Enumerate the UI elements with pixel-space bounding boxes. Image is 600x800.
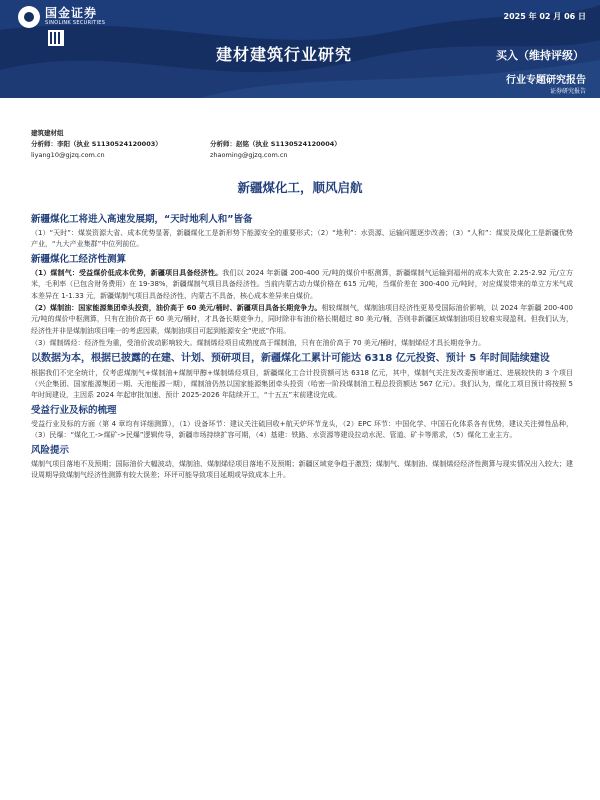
article-title: 新疆煤化工，顺风启航 (237, 180, 363, 195)
analyst-1-label: 分析师： (31, 140, 57, 148)
section-title-3: 以数据为本，根据已披露的在建、计划、预研项目，新疆煤化工累计可能达 6318 亿元投资、预计 5 年时间陆续建设 (31, 352, 550, 364)
analyst-1-email[interactable]: liyang10@gjzq.com.cn (31, 151, 105, 159)
logo-icon (18, 6, 40, 28)
section-title-2: 新疆煤化工经济性测算 (31, 253, 127, 265)
analyst-2 (210, 139, 341, 161)
section-title-5: 风险提示 (31, 444, 70, 456)
section-2-paragraph-2-text: 相较煤制气，煤制油项目经济性更易受国际油价影响，以 2024 年新疆 200-400 元/吨的煤价中枢测算，只有在油价高于 60 美元/桶时，才具备长期竞争力，同时除非布油价格长期超过 80 美元/桶，否则非新疆区域煤制油项目较难实现盈利。但我们认为，经济性并非是煤制油项目唯一的考虑因素，煤制油项目可起到能源安全“兜底”作用。 (31, 304, 573, 335)
section-title-4: 受益行业及标的梳理 (31, 404, 117, 416)
section-4-paragraph: 受益行业及标的方面（第 4 章均有详细测算），（1）设备环节：建议关注硫回收+航天炉环节龙头，（2）EPC 环节：中国化学、中国石化体系各有优势，建议关注弹性品种，（3）民爆：“煤化工->煤矿->民爆”逻辑传导，新疆市场持续扩容可期，（4）基建：铁路、水资源等建设拉动水泥、管道、矿卡等需求，（5）煤化工业主方。 (31, 419, 573, 440)
section-2-paragraph-2 (31, 303, 573, 337)
section-5-paragraph: 煤制气项目落地不及预期；国际油价大幅波动，煤制油、煤制烯烃项目落地不及预期；新疆区域竞争趋于激烈；煤制气、煤制油、煤制烯烃经济性测算与现实情况出入较大；建设周期导致煤制气经济性测算有较大误差；环评可能导致项目延期或导致成本上升。 (31, 459, 573, 480)
analyst-1-name: 李阳（执业 S1130524120003） (57, 140, 162, 148)
company-logo (18, 6, 105, 28)
section-2-paragraph-3: （3）煤制烯烃：经济性为重，受油价波动影响较大。煤制烯烃项目成熟度高于煤制油，只有在油价高于 70 美元/桶时，煤制烯烃才具长期竞争力。 (31, 339, 486, 348)
section-3-paragraph: 根据我们不完全统计，仅考虑煤制气+煤制油+煤制甲醇+煤制烯烃项目，新疆煤化工合计投资额可达 6318 亿元，其中，煤制气关注发改委预审通过、进展较快的 3 个项目（兴企集团、国家能源集团一期、天池能源一期），煤制油仍然以国家能源集团牵头投资（哈密一阶段煤制油工程总投资额达 567 亿元）。我们认为，煤化工项目预计将按照 5 年时间建设，主因系 2024 年起审批加速、预计 2025-2026 年陆续开工，“十五五”末前建设完成。 (31, 368, 573, 400)
sector-label: 建筑建材组 (31, 129, 64, 137)
section-1-paragraph: （1）“天时”：煤炭资源大省、成本优势显著，新疆煤化工是新形势下能源安全的重要形式；（2）“地利”：水资源、运输问题逐步改善；（3）“人和”：煤炭及煤化工是新疆优势产业，“九大产业集群”中位列前位。 (31, 229, 573, 249)
analyst-1 (31, 139, 162, 161)
logo-name-en: SINOLINK SECURITIES (45, 20, 106, 26)
report-banner (0, 0, 600, 98)
section-title-1: 新疆煤化工将进入高速发展期，“天时地利人和”皆备 (31, 214, 253, 225)
section-2-paragraph-1-lead: （1）煤制气：受益煤价低成本优势，新疆项目具备经济性。 (31, 268, 223, 277)
rating-badge: 买入（维持评级） (496, 49, 584, 62)
analyst-2-email[interactable]: zhaoming@gjzq.com.cn (210, 151, 288, 159)
section-2-paragraph-1 (31, 268, 573, 302)
department-label: 证券研究报告 (549, 88, 586, 95)
report-date: 2025 年 02 月 06 日 (503, 12, 586, 21)
qr-code-icon (48, 30, 64, 46)
logo-name-cn: 国金证券 (45, 6, 98, 20)
section-2-paragraph-1-text: 我们以 2024 年新疆 200-400 元/吨的煤价中枢测算，新疆煤制气运输到福州的成本大致在 2.25-2.92 元/立方米，毛利率（已包含财务费用）在 19-38%，新疆煤制气项目具备经济性。当前内蒙古动力煤价格在 615 元/吨，当煤价差在 300-400 元/吨时，对应煤炭带来的单立方米气成本差异在 1-1.33 元，新疆煤制气项目具备经济性、内蒙古不具备，核心成本差异来自煤价。 (31, 268, 573, 300)
section-2-paragraph-2-lead: （2）煤制油：国家能源集团牵头投资，油价高于 60 美元/桶时、新疆项目具备长期竞争力。 (31, 304, 322, 313)
report-title: 建材建筑行业研究 (216, 45, 353, 64)
report-type: 行业专题研究报告 (506, 75, 586, 86)
article-body (31, 211, 573, 483)
analyst-2-name: 赵铭（执业 S1130524120004） (236, 140, 341, 148)
analyst-2-label: 分析师： (210, 140, 236, 148)
